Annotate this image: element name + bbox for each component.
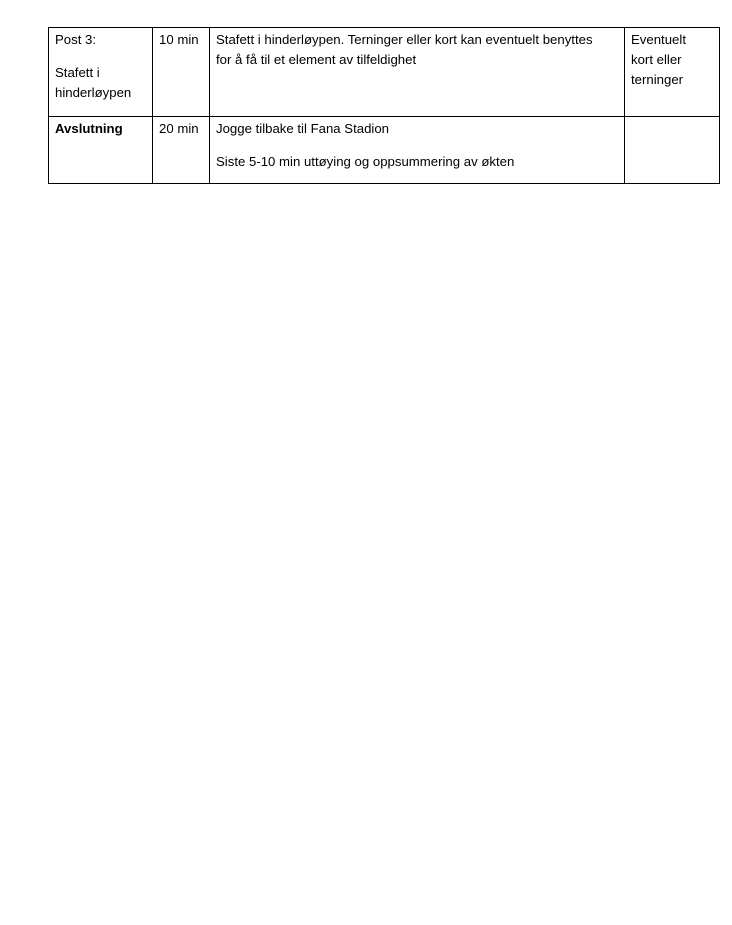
activity-line: Post 3: — [55, 32, 97, 47]
duration-text: 20 min — [159, 121, 199, 136]
description-cell — [210, 117, 625, 184]
equipment-line: kort eller — [631, 52, 682, 67]
activity-cell — [49, 28, 153, 117]
activity-text: Avslutning — [55, 121, 123, 136]
description-line: Siste 5-10 min uttøying og oppsummering av økten — [216, 154, 515, 169]
equipment-line: terninger — [631, 72, 684, 87]
duration-text: 10 min — [159, 32, 199, 47]
description-line: for å få til et element av tilfeldighet — [216, 52, 417, 67]
equipment-cell — [625, 117, 720, 184]
table-row — [49, 28, 720, 117]
description-line: Stafett i hinderløypen. Terninger eller kort kan eventuelt benyttes — [216, 32, 593, 47]
session-plan-table — [48, 27, 720, 184]
table-row — [49, 117, 720, 184]
duration-cell — [153, 117, 210, 184]
activity-line: hinderløypen — [55, 85, 132, 100]
equipment-line: Eventuelt — [631, 32, 686, 47]
description-cell — [210, 28, 625, 117]
description-line: Jogge tilbake til Fana Stadion — [216, 121, 390, 136]
activity-cell — [49, 117, 153, 184]
duration-cell — [153, 28, 210, 117]
activity-line: Stafett i — [55, 65, 100, 80]
equipment-cell — [625, 28, 720, 117]
